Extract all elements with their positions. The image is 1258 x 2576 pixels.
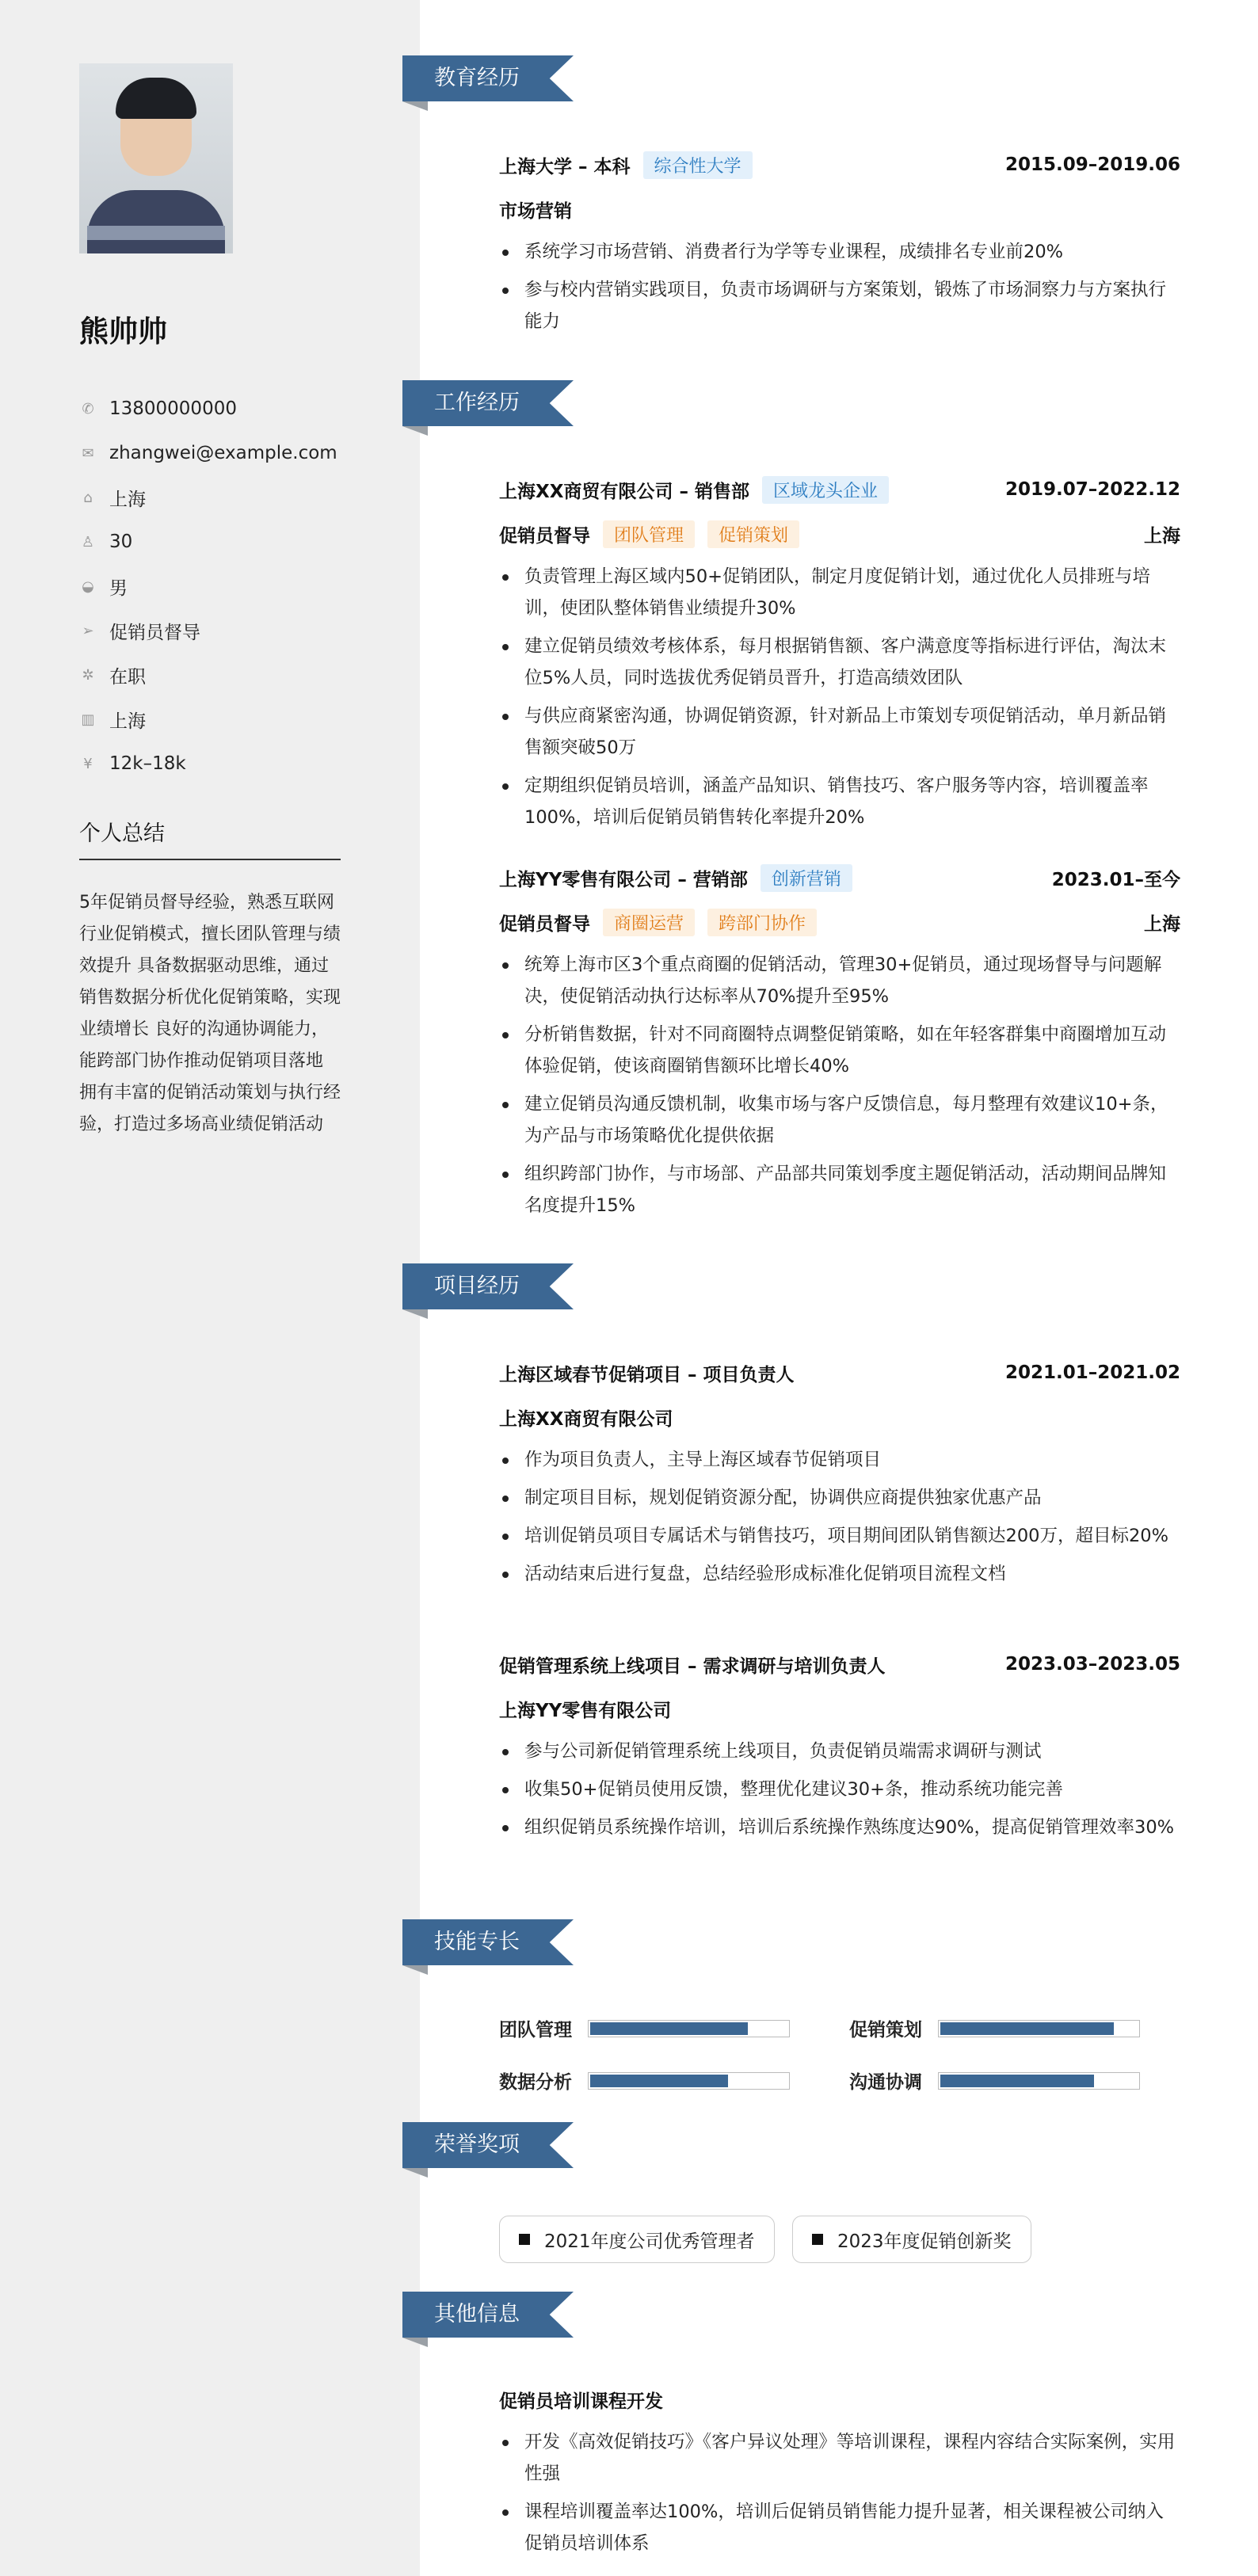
other-title: 促销员培训课程开发: [499, 2391, 663, 2412]
other-entry: [499, 2384, 1180, 2559]
skill-item: 沟通协调: [849, 2067, 1140, 2094]
skill-item: 团队管理: [499, 2015, 790, 2041]
company-tag: 区域龙头企业: [762, 476, 889, 504]
project-date: 2021.01–2021.02: [1004, 1362, 1180, 1383]
summary-text: 5年促销员督导经验，熟悉互联网行业促销模式，擅长团队管理与绩效提升 具备数据驱动思维，通过销售数据分析优化促销策略，实现业绩增长 良好的沟通协调能力，能跨部门协作推动促销项目落地 拥有丰富的促销活动策划与执行经验，打造过多场高业绩促销活动: [79, 893, 341, 1134]
home-icon: ⌂: [83, 489, 93, 506]
candidate-name: 熊帅帅: [79, 314, 167, 349]
work-entry: [499, 474, 1180, 833]
info-age: ♙ 30: [79, 520, 349, 564]
section-other: 其他信息: [402, 2292, 574, 2338]
square-icon: [812, 2234, 823, 2245]
info-status: ✲ 在职: [79, 653, 349, 697]
role-tag: 商圈运营: [603, 909, 695, 936]
contact-info: [79, 387, 349, 786]
school-tag: 综合性大学: [643, 151, 753, 179]
info-email: ✉ zhangwei@example.com: [79, 431, 349, 475]
avatar: [79, 63, 233, 253]
company-tag: 创新营销: [761, 864, 852, 892]
project-entry: [499, 1357, 1180, 1590]
list-item: 建立促销员沟通反馈机制，收集市场与客户反馈信息，每月整理有效建议10+条，为产品与市场策略优化提供依据: [499, 1088, 1180, 1152]
list-item: 负责管理上海区域内50+促销团队，制定月度促销计划，通过优化人员排班与培训，使团队整体销售业绩提升30%: [499, 561, 1180, 624]
info-phone: ✆ 13800000000: [79, 387, 349, 431]
info-salary: ¥ 12k–18k: [79, 741, 349, 786]
list-item: 收集50+促销员使用反馈，整理优化建议30+条，推动系统功能完善: [499, 1774, 1180, 1805]
square-icon: [519, 2234, 530, 2245]
skill-item: 数据分析: [499, 2067, 790, 2094]
status-icon: ✲: [82, 666, 94, 684]
list-item: 组织促销员系统操作培训，培训后系统操作熟练度达90%，提高促销管理效率30%: [499, 1812, 1180, 1843]
work-entry: [499, 862, 1180, 1221]
gender-icon: ◒: [82, 577, 94, 595]
work-date: 2019.07–2022.12: [1004, 479, 1180, 500]
role-tag: 跨部门协作: [707, 909, 817, 936]
list-item: 作为项目负责人，主导上海区域春节促销项目: [499, 1444, 1180, 1476]
role-tag: 促销策划: [707, 520, 799, 548]
work-city: 上海: [1144, 525, 1180, 547]
skill-bar: [938, 2020, 1140, 2037]
sidebar: [0, 0, 420, 2576]
award-badge: 2021年度公司优秀管理者: [499, 2216, 775, 2263]
info-location: ⌂ 上海: [79, 475, 349, 520]
list-item: 统筹上海市区3个重点商圈的促销活动，管理30+促销员，通过现场督导与问题解决，使促销活动执行达标率从70%提升至95%: [499, 949, 1180, 1012]
skill-item: 促销策划: [849, 2015, 1140, 2041]
info-target-city: ▥ 上海: [79, 697, 349, 741]
list-item: 与供应商紧密沟通，协调促销资源，针对新品上市策划专项促销活动，单月新品销售额突破50万: [499, 700, 1180, 764]
list-item: 系统学习市场营销、消费者行为学等专业课程，成绩排名专业前20%: [499, 236, 1180, 268]
send-icon: ➢: [82, 622, 94, 639]
section-project: 项目经历: [402, 1263, 574, 1309]
award-badge: 2023年度促销创新奖: [792, 2216, 1031, 2263]
project-company: 上海YY零售有限公司: [499, 1700, 672, 1721]
skill-bar: [938, 2072, 1140, 2090]
list-item: 组织跨部门协作，与市场部、产品部共同策划季度主题促销活动，活动期间品牌知名度提升15%: [499, 1158, 1180, 1221]
list-item: 开发《高效促销技巧》《客户异议处理》等培训课程，课程内容结合实际案例，实用性强: [499, 2426, 1180, 2490]
major: 市场营销: [499, 200, 572, 222]
list-item: 参与公司新促销管理系统上线项目，负责促销员端需求调研与测试: [499, 1736, 1180, 1767]
info-gender: ◒ 男: [79, 564, 349, 608]
role-tag: 团队管理: [603, 520, 695, 548]
project-entry: [499, 1648, 1180, 1843]
summary-divider: [79, 859, 341, 860]
work-date: 2023.01–至今: [1051, 869, 1180, 890]
company-name: 上海XX商贸有限公司 – 销售部: [499, 481, 749, 502]
list-item: 分析销售数据，针对不同商圈特点调整促销策略，如在年轻客群集中商圈增加互动体验促销，使该商圈销售额环比增长40%: [499, 1019, 1180, 1082]
age-icon: ♙: [81, 533, 95, 551]
work-city: 上海: [1144, 913, 1180, 935]
section-work: 工作经历: [402, 380, 574, 426]
project-company: 上海XX商贸有限公司: [499, 1408, 673, 1430]
role: 促销员督导: [499, 525, 590, 547]
project-date: 2023.03–2023.05: [1004, 1654, 1180, 1675]
project-title: 上海区域春节促销项目 – 项目负责人: [499, 1364, 795, 1385]
building-icon: ▥: [81, 711, 95, 728]
phone-icon: ✆: [82, 400, 94, 417]
mail-icon: ✉: [82, 444, 94, 462]
list-item: 参与校内营销实践项目，负责市场调研与方案策划，锻炼了市场洞察力与方案执行能力: [499, 274, 1180, 337]
skill-bar: [588, 2020, 790, 2037]
school-name: 上海大学 – 本科: [499, 156, 631, 177]
list-item: 课程培训覆盖率达100%，培训后促销员销售能力提升显著，相关课程被公司纳入促销员培训体系: [499, 2496, 1180, 2559]
list-item: 建立促销员绩效考核体系，每月根据销售额、客户满意度等指标进行评估，淘汰末位5%人员，同时选拔优秀促销员晋升，打造高绩效团队: [499, 631, 1180, 694]
section-awards: 荣誉奖项: [402, 2122, 574, 2168]
info-position: ➢ 促销员督导: [79, 608, 349, 653]
list-item: 制定项目目标，规划促销资源分配，协调供应商提供独家优惠产品: [499, 1482, 1180, 1514]
role: 促销员督导: [499, 913, 590, 935]
list-item: 定期组织促销员培训，涵盖产品知识、销售技巧、客户服务等内容，培训覆盖率100%，培训后促销员销售转化率提升20%: [499, 770, 1180, 833]
education-date: 2015.09–2019.06: [1004, 154, 1180, 175]
list-item: 培训促销员项目专属话术与销售技巧，项目期间团队销售额达200万，超目标20%: [499, 1520, 1180, 1552]
project-title: 促销管理系统上线项目 – 需求调研与培训负责人: [499, 1656, 886, 1677]
list-item: 活动结束后进行复盘，总结经验形成标准化促销项目流程文档: [499, 1558, 1180, 1590]
summary-title: 个人总结: [79, 821, 165, 846]
education-entry: [499, 149, 1180, 337]
salary-icon: ¥: [83, 755, 93, 772]
skill-bar: [588, 2072, 790, 2090]
section-education: 教育经历: [402, 55, 574, 101]
company-name: 上海YY零售有限公司 – 营销部: [499, 869, 748, 890]
section-skills: 技能专长: [402, 1919, 574, 1965]
